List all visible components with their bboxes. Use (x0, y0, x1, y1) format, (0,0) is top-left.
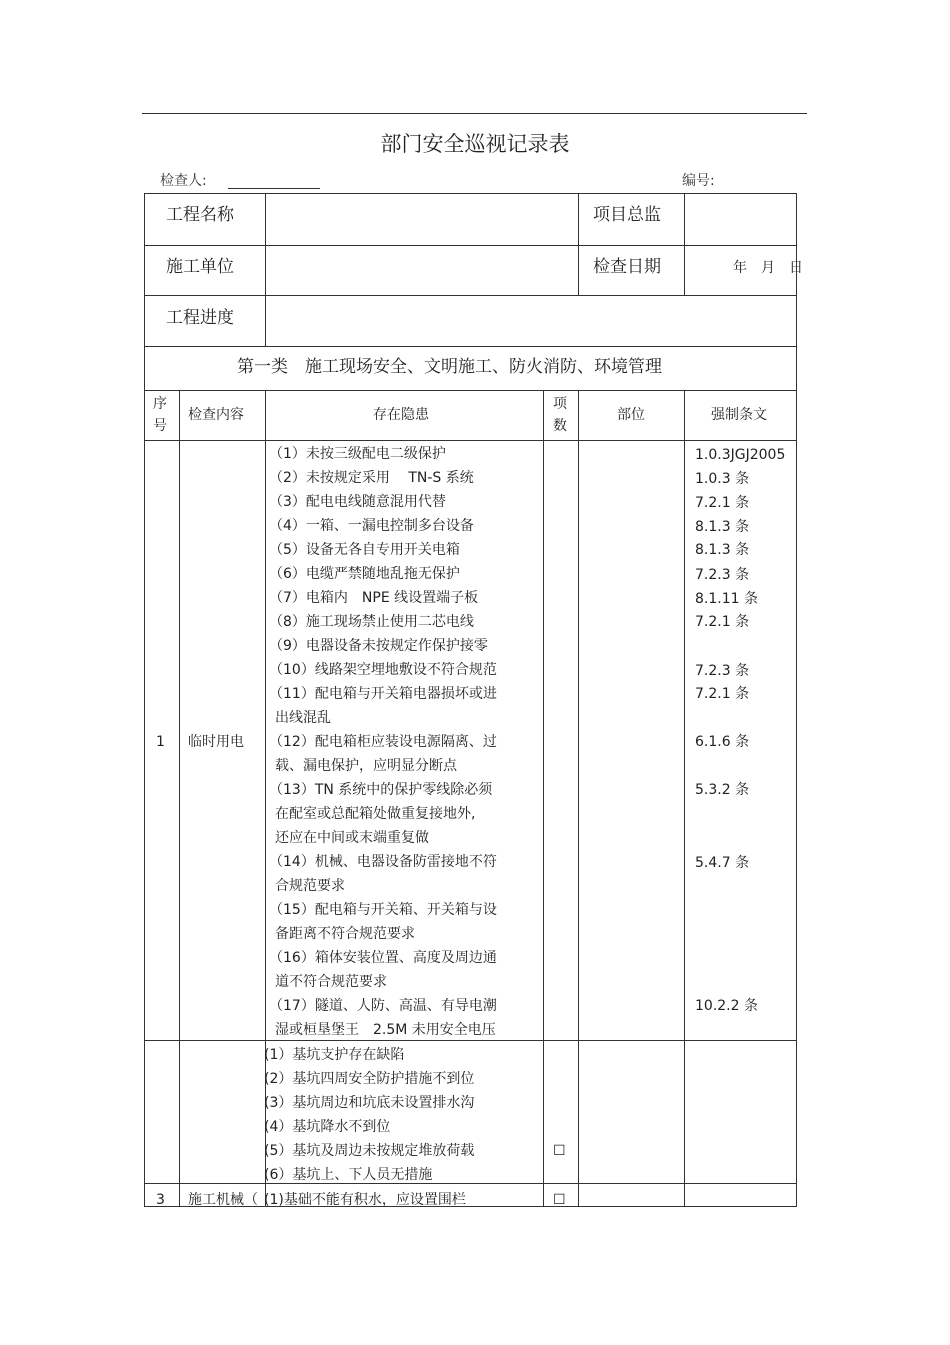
hazard-item: （1）未按三级配电二级保护 (269, 446, 446, 462)
count-header: 项 (553, 396, 567, 412)
row3-seq: 3 (156, 1192, 165, 1208)
hazard-item: （16）箱体安装位置、高度及周边通 (269, 950, 497, 966)
project-progress-field[interactable] (266, 296, 796, 346)
top-rule (142, 113, 807, 114)
check-date-label: 检查日期 (593, 257, 661, 277)
row-divider (144, 440, 797, 441)
category-title: 第一类 施工现场安全、文明施工、防火消防、环境管理 (237, 357, 662, 377)
project-director-field[interactable] (685, 194, 796, 245)
hazard-item: (4）基坑降水不到位 (264, 1119, 391, 1135)
page-title: 部门安全巡视记录表 (380, 132, 570, 156)
col-divider (179, 390, 180, 1207)
construction-unit-field[interactable] (266, 246, 577, 295)
project-progress-label: 工程进度 (166, 308, 234, 328)
hazard-item: 还应在中间或末端重复做 (275, 830, 429, 846)
clause-item: 7.2.1 条 (695, 495, 750, 511)
hazard-item: 备距离不符合规范要求 (275, 926, 415, 942)
hazard-item: 合规范要求 (275, 878, 345, 894)
col-divider (578, 390, 579, 1207)
row-divider (144, 1040, 797, 1041)
clause-item: 5.3.2 条 (695, 782, 750, 798)
hazard-item: (1)基础不能有积水，应设置围栏 (264, 1192, 466, 1208)
hazard-item: （12）配电箱柜应装设电源隔离、过 (269, 734, 497, 750)
hazard-item: (3）基坑周边和坑底未设置排水沟 (264, 1095, 475, 1111)
clause-item: 8.1.11 条 (695, 591, 758, 607)
hazard-item: 在配室或总配箱处做重复接地外, (275, 806, 476, 822)
row1-content: 临时用电 (188, 734, 244, 750)
hazard-item: （8）施工现场禁止使用二芯电线 (269, 614, 474, 630)
row1-seq: 1 (156, 734, 165, 750)
hazard-item: 出线混乱 (275, 710, 331, 726)
construction-unit-label: 施工单位 (166, 257, 234, 277)
inspector-label: 检查人: (160, 173, 207, 189)
hazard-item: （17）隧道、人防、高温、有导电潮 (269, 998, 497, 1014)
hazard-header: 存在隐患 (373, 407, 429, 423)
clause-item: 8.1.3 条 (695, 519, 750, 535)
hazard-item: 道不符合规范要求 (275, 974, 387, 990)
clause-header: 强制条文 (711, 407, 767, 423)
hazard-item: （7）电箱内 NPE 线设置端子板 (269, 590, 479, 606)
col-divider (543, 390, 544, 1207)
hazard-item: (2）基坑四周安全防护措施不到位 (264, 1071, 475, 1087)
project-name-field[interactable] (266, 194, 577, 245)
hazard-item: (1）基坑支护存在缺陷 (264, 1047, 405, 1063)
clause-item: 1.0.3 条 (695, 471, 750, 487)
clause-item: 6.1.6 条 (695, 734, 750, 750)
row2-count-checkbox[interactable]: ☐ (553, 1143, 566, 1159)
check-date-field[interactable]: 年 月 日 (733, 260, 803, 276)
number-label: 编号: (682, 173, 715, 189)
seq-header: 序 (153, 396, 167, 412)
hazard-item: （5）设备无各自专用开关电箱 (269, 542, 460, 558)
seq-header: 号 (153, 418, 167, 434)
hazard-item: （13）TN 系统中的保护零线除必须 (269, 782, 493, 798)
clause-item: 5.4.7 条 (695, 855, 750, 871)
hazard-item: (5）基坑及周边未按规定堆放荷载 (264, 1143, 475, 1159)
col-divider (578, 193, 579, 295)
clause-item: 8.1.3 条 (695, 542, 750, 558)
hazard-item: 载、漏电保护，应明显分断点 (275, 758, 457, 774)
col-divider (684, 390, 685, 1207)
hazard-item: （4）一箱、一漏电控制多台设备 (269, 518, 474, 534)
row3-count-checkbox[interactable]: ☐ (553, 1192, 566, 1208)
clause-item: 7.2.3 条 (695, 663, 750, 679)
hazard-item: （2）未按规定采用 TN-S 系统 (269, 470, 474, 486)
hazard-item: 湿或桓垦堡王 2.5M 未用安全电压 (275, 1022, 496, 1038)
hazard-item: （6）电缆严禁随地乱拖无保护 (269, 566, 460, 582)
hazard-item: （14）机械、电器设备防雷接地不符 (269, 854, 497, 870)
hazard-item: （15）配电箱与开关箱、开关箱与设 (269, 902, 497, 918)
project-director-label: 项目总监 (593, 205, 661, 225)
row-divider (144, 1183, 797, 1184)
clause-item: 1.0.3JGJ2005 (695, 447, 786, 463)
hazard-item: (6）基坑上、下人员无措施 (264, 1167, 433, 1183)
row-divider (144, 346, 797, 347)
row-divider (144, 390, 797, 391)
clause-item: 7.2.3 条 (695, 567, 750, 583)
hazard-item: （10）线路架空埋地敷设不符合规范 (269, 662, 497, 678)
content-header: 检查内容 (188, 407, 244, 423)
count-header: 数 (553, 418, 567, 434)
clause-item: 10.2.2 条 (695, 998, 758, 1014)
hazard-item: （9）电器设备未按规定作保护接零 (269, 638, 488, 654)
inspector-input-line[interactable] (228, 188, 320, 189)
location-header: 部位 (617, 407, 645, 423)
row3-content: 施工机械（ (188, 1192, 258, 1208)
clause-item: 7.2.1 条 (695, 686, 750, 702)
hazard-item: （3）配电电线随意混用代替 (269, 494, 446, 510)
clause-item: 7.2.1 条 (695, 614, 750, 630)
hazard-item: （11）配电箱与开关箱电器损坏或进 (269, 686, 497, 702)
project-name-label: 工程名称 (166, 205, 234, 225)
